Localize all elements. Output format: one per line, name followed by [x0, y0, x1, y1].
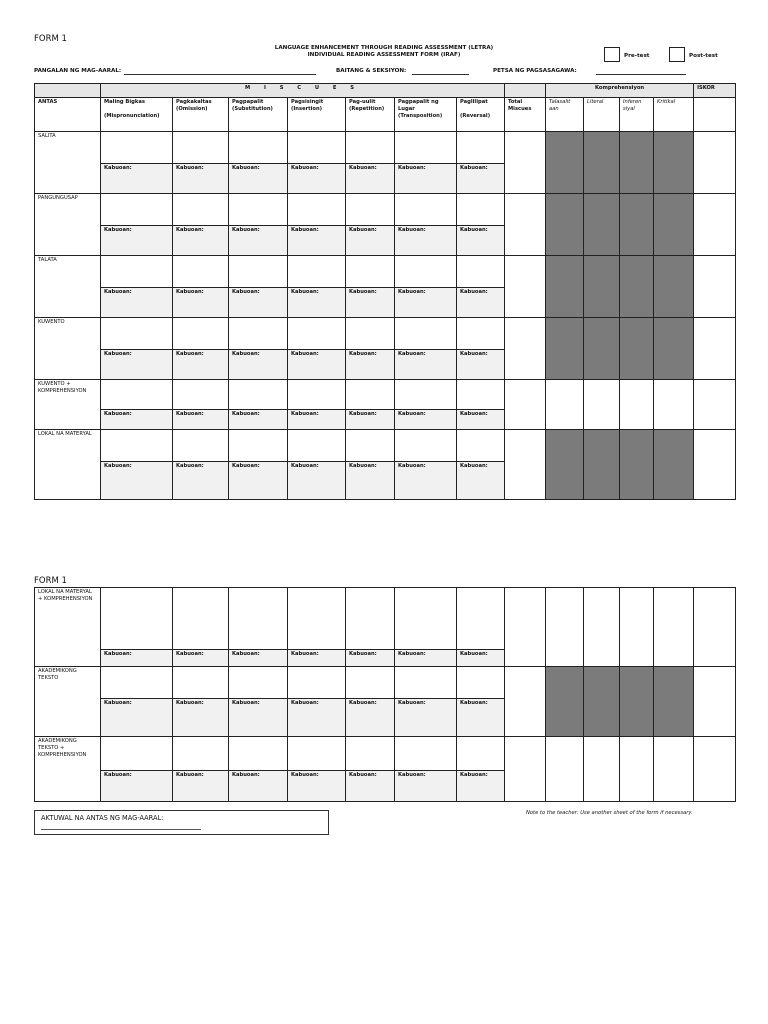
comprehension-cell-disabled	[654, 132, 694, 194]
comprehension-cell-disabled	[620, 132, 654, 194]
comprehension-cell-disabled	[584, 256, 620, 318]
subtotal-cell[interactable]: Kabuoan:	[288, 410, 346, 430]
subtotal-cell[interactable]: Kabuoan:	[229, 226, 288, 256]
miscue-entry-cell[interactable]	[346, 588, 395, 650]
assessment-table-page1	[34, 83, 736, 500]
subtotal-cell[interactable]: Kabuoan:	[101, 410, 173, 430]
subtotal-cell[interactable]: Kabuoan:	[395, 164, 457, 194]
level-row-akademikong-komp	[35, 737, 736, 771]
comprehension-cell[interactable]	[546, 737, 584, 802]
col-mispronunciation: Maling Bigkas (Mispronunciation)	[101, 98, 173, 132]
miscue-entry-cell[interactable]	[173, 256, 229, 288]
comprehension-cell-disabled	[654, 256, 694, 318]
subtotal-cell[interactable]: Kabuoan:	[229, 288, 288, 318]
subtotal-cell[interactable]: Kabuoan:	[395, 226, 457, 256]
subtotal-cell[interactable]: Kabuoan:	[457, 164, 505, 194]
subtotal-cell[interactable]: Kabuoan:	[457, 699, 505, 737]
subtotal-cell[interactable]: Kabuoan:	[173, 164, 229, 194]
col-inferential: Inferen siyal	[620, 98, 654, 132]
comprehension-cell[interactable]	[546, 588, 584, 667]
actual-level-box	[34, 810, 329, 835]
subtotal-cell[interactable]: Kabuoan:	[229, 650, 288, 667]
score-cell[interactable]	[694, 256, 736, 318]
miscue-entry-cell[interactable]	[101, 430, 173, 462]
miscue-entry-cell[interactable]	[395, 194, 457, 226]
miscue-entry-cell[interactable]	[346, 132, 395, 164]
col-vocabulary: Talasalit aan	[546, 98, 584, 132]
miscue-entry-cell[interactable]	[346, 318, 395, 350]
comprehension-cell[interactable]	[654, 737, 694, 802]
subtotal-cell[interactable]: Kabuoan:	[288, 771, 346, 802]
subtotal-cell[interactable]: Kabuoan:	[173, 650, 229, 667]
total-miscues-cell[interactable]	[505, 380, 546, 430]
form-label: FORM 1	[34, 34, 67, 44]
level-label: LOKAL NA MATERYAL	[35, 430, 101, 500]
miscue-entry-cell[interactable]	[346, 380, 395, 410]
subtotal-cell[interactable]: Kabuoan:	[101, 164, 173, 194]
miscue-entry-cell[interactable]	[395, 588, 457, 650]
actual-level-label: AKTUWAL NA ANTAS NG MAG-AARAL:	[41, 814, 164, 822]
form-label-page2: FORM 1	[34, 576, 67, 586]
comprehension-cell-disabled	[546, 194, 584, 256]
level-row-talata	[35, 256, 736, 288]
miscue-entry-cell[interactable]	[101, 256, 173, 288]
comprehension-cell-disabled	[546, 318, 584, 380]
level-row-pangungusap	[35, 194, 736, 226]
comprehension-cell-disabled	[546, 430, 584, 500]
miscue-entry-cell[interactable]	[457, 667, 505, 699]
grade-section-label: BAITANG & SEKSIYON:	[336, 68, 407, 74]
level-label: TALATA	[35, 256, 101, 318]
subtotal-cell[interactable]: Kabuoan:	[346, 288, 395, 318]
posttest-checkbox[interactable]	[669, 47, 685, 62]
miscue-entry-cell[interactable]	[395, 380, 457, 410]
miscue-entry-cell[interactable]	[457, 588, 505, 650]
miscue-entry-cell[interactable]	[173, 430, 229, 462]
subtotal-cell[interactable]: Kabuoan:	[346, 771, 395, 802]
comprehension-cell-disabled	[654, 194, 694, 256]
miscue-entry-cell[interactable]	[457, 256, 505, 288]
subtotal-cell[interactable]: Kabuoan:	[395, 288, 457, 318]
miscue-entry-cell[interactable]	[229, 737, 288, 771]
miscue-entry-cell[interactable]	[229, 430, 288, 462]
total-miscues-cell[interactable]	[505, 430, 546, 500]
student-name-label: PANGALAN NG MAG-AARAL:	[34, 68, 122, 74]
miscue-entry-cell[interactable]	[457, 380, 505, 410]
subtotal-cell[interactable]: Kabuoan:	[288, 164, 346, 194]
miscue-entry-cell[interactable]	[457, 318, 505, 350]
total-miscues-cell[interactable]	[505, 737, 546, 802]
miscue-entry-cell[interactable]	[101, 132, 173, 164]
comprehension-cell[interactable]	[546, 380, 584, 430]
subtotal-cell[interactable]: Kabuoan:	[346, 462, 395, 500]
blank-header-cell	[35, 84, 101, 98]
comprehension-cell[interactable]	[654, 380, 694, 430]
blank-header-cell	[505, 84, 546, 98]
comprehension-cell-disabled	[584, 430, 620, 500]
subtotal-cell[interactable]: Kabuoan:	[101, 771, 173, 802]
total-miscues-cell[interactable]	[505, 194, 546, 256]
subtotal-cell[interactable]: Kabuoan:	[288, 226, 346, 256]
subtotal-cell[interactable]: Kabuoan:	[288, 288, 346, 318]
subtotal-cell[interactable]: Kabuoan:	[229, 771, 288, 802]
col-critical: Kritikal	[654, 98, 694, 132]
subtotal-cell[interactable]: Kabuoan:	[457, 462, 505, 500]
score-cell[interactable]	[694, 380, 736, 430]
miscue-entry-cell[interactable]	[346, 256, 395, 288]
miscue-entry-cell[interactable]	[288, 194, 346, 226]
level-label: AKADEMIKONG TEKSTO + KOMPREHENSIYON	[35, 737, 101, 802]
student-name-field[interactable]	[124, 74, 316, 75]
form-title-line1: LANGUAGE ENHANCEMENT THROUGH READING ASSESSMENT (LETRA)	[274, 45, 494, 51]
subtotal-cell[interactable]: Kabuoan:	[346, 350, 395, 380]
subtotal-cell[interactable]: Kabuoan:	[101, 462, 173, 500]
comprehension-cell-disabled	[546, 132, 584, 194]
level-label: KUWENTO	[35, 318, 101, 380]
col-total-miscues: Total Miscues	[505, 98, 546, 132]
posttest-label: Post-test	[689, 53, 718, 59]
col-omission: Pagkakaltas (Omission)	[173, 98, 229, 132]
assessment-table-page2	[34, 587, 736, 802]
subtotal-cell[interactable]: Kabuoan:	[346, 164, 395, 194]
miscue-entry-cell[interactable]	[395, 737, 457, 771]
miscue-entry-cell[interactable]	[173, 380, 229, 410]
miscue-entry-cell[interactable]	[173, 588, 229, 650]
miscue-entry-cell[interactable]	[395, 667, 457, 699]
subtotal-cell[interactable]: Kabuoan:	[457, 410, 505, 430]
score-cell[interactable]	[694, 318, 736, 380]
subtotal-cell[interactable]: Kabuoan:	[288, 350, 346, 380]
miscues-header: M I S C U E S	[101, 84, 505, 98]
comprehension-cell-disabled	[654, 430, 694, 500]
miscue-entry-cell[interactable]	[229, 318, 288, 350]
level-row-kuwento-komp	[35, 380, 736, 410]
subtotal-cell[interactable]: Kabuoan:	[346, 226, 395, 256]
miscue-entry-cell[interactable]	[346, 430, 395, 462]
level-header: ANTAS	[35, 98, 101, 132]
miscue-entry-cell[interactable]	[229, 380, 288, 410]
subtotal-cell[interactable]: Kabuoan:	[457, 650, 505, 667]
miscue-entry-cell[interactable]	[101, 318, 173, 350]
subtotal-cell[interactable]: Kabuoan:	[229, 462, 288, 500]
comprehension-cell-disabled	[620, 318, 654, 380]
subtotal-cell[interactable]: Kabuoan:	[457, 350, 505, 380]
comprehension-cell-disabled	[546, 667, 584, 737]
level-label: KUWENTO + KOMPREHENSIYON	[35, 380, 101, 430]
comprehension-cell[interactable]	[620, 737, 654, 802]
subtotal-cell[interactable]: Kabuoan:	[173, 226, 229, 256]
subtotal-cell[interactable]: Kabuoan:	[229, 410, 288, 430]
total-miscues-cell[interactable]	[505, 132, 546, 194]
miscue-entry-cell[interactable]	[229, 132, 288, 164]
comprehension-cell-disabled	[584, 318, 620, 380]
comprehension-cell-disabled	[546, 256, 584, 318]
subtotal-cell[interactable]: Kabuoan:	[229, 699, 288, 737]
miscue-entry-cell[interactable]	[395, 132, 457, 164]
comprehension-cell[interactable]	[654, 588, 694, 667]
total-miscues-cell[interactable]	[505, 588, 546, 667]
subtotal-cell[interactable]: Kabuoan:	[395, 410, 457, 430]
subtotal-cell[interactable]: Kabuoan:	[229, 164, 288, 194]
subtotal-cell[interactable]: Kabuoan:	[395, 699, 457, 737]
comprehension-cell-disabled	[620, 194, 654, 256]
subtotal-cell[interactable]: Kabuoan:	[395, 771, 457, 802]
subtotal-cell[interactable]: Kabuoan:	[457, 771, 505, 802]
subtotal-cell[interactable]: Kabuoan:	[101, 226, 173, 256]
subtotal-cell[interactable]: Kabuoan:	[173, 771, 229, 802]
grade-section-field[interactable]	[412, 74, 469, 75]
comprehension-cell[interactable]	[584, 380, 620, 430]
col-literal: Literal	[584, 98, 620, 132]
miscue-entry-cell[interactable]	[101, 667, 173, 699]
miscue-entry-cell[interactable]	[288, 318, 346, 350]
level-row-kuwento	[35, 318, 736, 350]
score-cell[interactable]	[694, 430, 736, 500]
miscue-entry-cell[interactable]	[229, 588, 288, 650]
score-cell[interactable]	[694, 132, 736, 194]
date-field[interactable]	[596, 74, 686, 75]
comprehension-cell-disabled	[620, 667, 654, 737]
score-cell[interactable]	[694, 588, 736, 667]
miscue-entry-cell[interactable]	[229, 194, 288, 226]
miscue-entry-cell[interactable]	[101, 588, 173, 650]
score-header: ISKOR	[694, 84, 736, 98]
comprehension-cell-disabled	[584, 194, 620, 256]
subtotal-cell[interactable]: Kabuoan:	[173, 410, 229, 430]
pretest-checkbox[interactable]	[604, 47, 620, 62]
miscue-entry-cell[interactable]	[457, 194, 505, 226]
col-score	[694, 98, 736, 132]
subtotal-cell[interactable]: Kabuoan:	[173, 288, 229, 318]
miscue-entry-cell[interactable]	[101, 380, 173, 410]
score-cell[interactable]	[694, 737, 736, 802]
comprehension-cell-disabled	[584, 132, 620, 194]
comprehension-cell-disabled	[584, 667, 620, 737]
miscue-entry-cell[interactable]	[346, 667, 395, 699]
level-row-lokal-komp	[35, 588, 736, 650]
teacher-note: Note to the teacher: Use another sheet of the form if necessary.	[526, 810, 693, 816]
subtotal-cell[interactable]: Kabuoan:	[288, 650, 346, 667]
subtotal-cell[interactable]: Kabuoan:	[288, 699, 346, 737]
miscue-entry-cell[interactable]	[395, 256, 457, 288]
miscue-entry-cell[interactable]	[229, 667, 288, 699]
total-miscues-cell[interactable]	[505, 256, 546, 318]
miscue-entry-cell[interactable]	[457, 132, 505, 164]
subtotal-cell[interactable]: Kabuoan:	[173, 350, 229, 380]
subtotal-cell[interactable]: Kabuoan:	[229, 350, 288, 380]
subtotal-cell[interactable]: Kabuoan:	[173, 699, 229, 737]
subtotal-cell[interactable]: Kabuoan:	[101, 650, 173, 667]
miscue-entry-cell[interactable]	[173, 132, 229, 164]
subtotal-cell[interactable]: Kabuoan:	[346, 410, 395, 430]
actual-level-field[interactable]	[41, 829, 201, 830]
date-label: PETSA NG PAGSASAGAWA:	[493, 68, 577, 74]
comprehension-cell-disabled	[654, 667, 694, 737]
miscue-entry-cell[interactable]	[173, 318, 229, 350]
comprehension-cell-disabled	[620, 430, 654, 500]
comprehension-cell[interactable]	[584, 588, 620, 667]
miscue-entry-cell[interactable]	[288, 588, 346, 650]
miscue-entry-cell[interactable]	[173, 194, 229, 226]
subtotal-cell[interactable]: Kabuoan:	[101, 288, 173, 318]
subtotal-cell[interactable]: Kabuoan:	[101, 699, 173, 737]
miscue-entry-cell[interactable]	[288, 256, 346, 288]
col-transposition: Pagpapalit ng Lugar (Transposition)	[395, 98, 457, 132]
col-insertion: Pagsisingit (Insertion)	[288, 98, 346, 132]
miscue-entry-cell[interactable]	[346, 737, 395, 771]
subtotal-cell[interactable]: Kabuoan:	[346, 699, 395, 737]
miscue-entry-cell[interactable]	[288, 430, 346, 462]
pretest-label: Pre-test	[624, 53, 650, 59]
subtotal-cell[interactable]: Kabuoan:	[101, 350, 173, 380]
miscue-entry-cell[interactable]	[173, 667, 229, 699]
comprehension-cell[interactable]	[620, 588, 654, 667]
score-cell[interactable]	[694, 667, 736, 737]
subtotal-cell[interactable]: Kabuoan:	[457, 288, 505, 318]
level-label: AKADEMIKONG TEKSTO	[35, 667, 101, 737]
comprehension-cell-disabled	[654, 318, 694, 380]
comprehension-cell[interactable]	[584, 737, 620, 802]
col-reversal: Paglilipat (Reversal)	[457, 98, 505, 132]
level-label: PANGUNGUSAP	[35, 194, 101, 256]
level-label: SALITA	[35, 132, 101, 194]
miscue-entry-cell[interactable]	[173, 737, 229, 771]
col-substitution: Pagpapalit (Substitution)	[229, 98, 288, 132]
miscue-entry-cell[interactable]	[395, 430, 457, 462]
miscue-entry-cell[interactable]	[288, 667, 346, 699]
level-row-akademikong	[35, 667, 736, 699]
subtotal-cell[interactable]: Kabuoan:	[457, 226, 505, 256]
comprehension-header: Komprehensiyon	[546, 84, 694, 98]
level-label: LOKAL NA MATERYAL + KOMPREHENSIYON	[35, 588, 101, 667]
miscue-entry-cell[interactable]	[288, 380, 346, 410]
form-title-line2: INDIVIDUAL READING ASSESSMENT FORM (IRAF)	[307, 52, 461, 58]
subtotal-cell[interactable]: Kabuoan:	[173, 462, 229, 500]
miscue-entry-cell[interactable]	[346, 194, 395, 226]
miscue-entry-cell[interactable]	[395, 318, 457, 350]
subtotal-cell[interactable]: Kabuoan:	[395, 462, 457, 500]
score-cell[interactable]	[694, 194, 736, 256]
subtotal-cell[interactable]: Kabuoan:	[395, 650, 457, 667]
miscue-entry-cell[interactable]	[101, 194, 173, 226]
col-repetition: Pag-uulit (Repetition)	[346, 98, 395, 132]
miscue-entry-cell[interactable]	[288, 737, 346, 771]
level-row-salita	[35, 132, 736, 164]
comprehension-cell-disabled	[620, 256, 654, 318]
total-miscues-cell[interactable]	[505, 318, 546, 380]
total-miscues-cell[interactable]	[505, 667, 546, 737]
subtotal-cell[interactable]: Kabuoan:	[288, 462, 346, 500]
miscue-entry-cell[interactable]	[288, 132, 346, 164]
comprehension-cell[interactable]	[620, 380, 654, 430]
miscue-entry-cell[interactable]	[229, 256, 288, 288]
subtotal-cell[interactable]: Kabuoan:	[346, 650, 395, 667]
level-row-lokal	[35, 430, 736, 462]
miscue-entry-cell[interactable]	[457, 737, 505, 771]
miscue-entry-cell[interactable]	[101, 737, 173, 771]
subtotal-cell[interactable]: Kabuoan:	[395, 350, 457, 380]
miscue-entry-cell[interactable]	[457, 430, 505, 462]
